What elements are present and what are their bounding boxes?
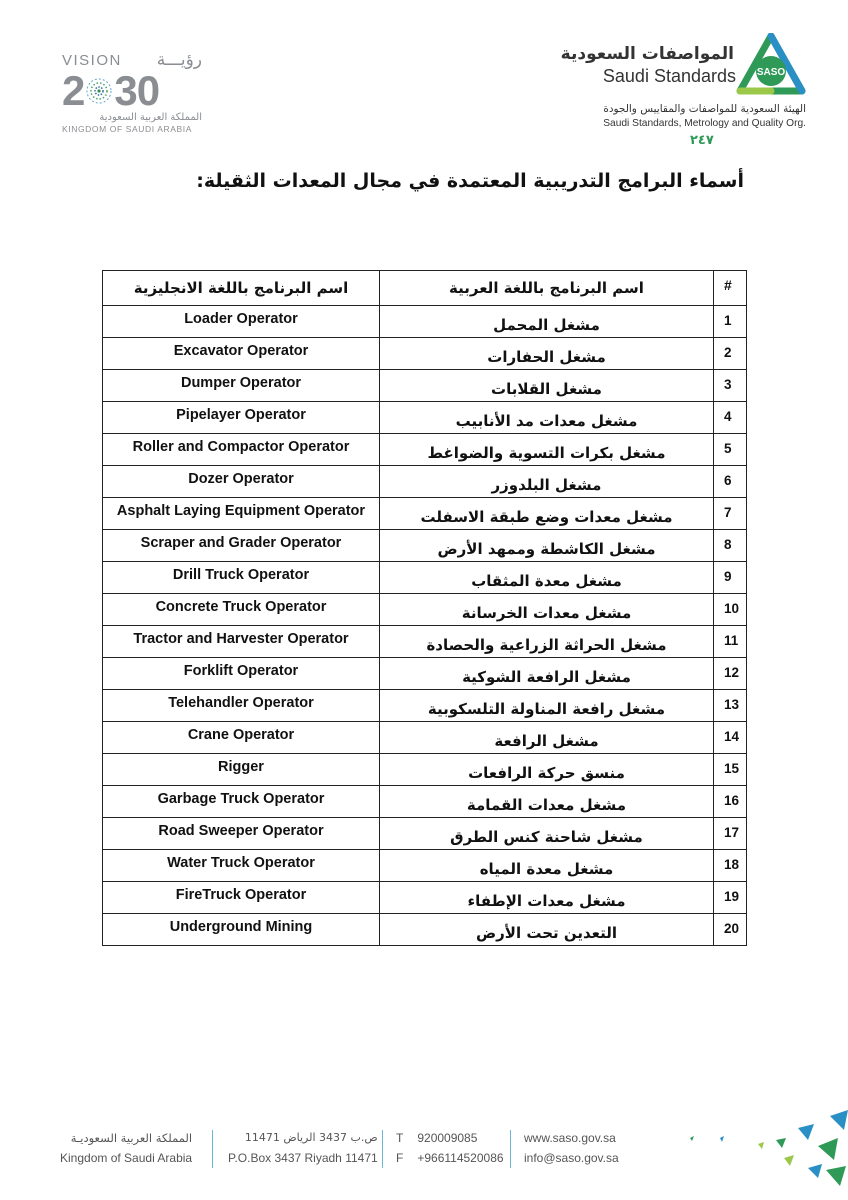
program-name-english: Concrete Truck Operator [103,594,380,626]
programs-table [102,270,747,946]
program-name-english: FireTruck Operator [103,882,380,914]
row-number: 8 [714,530,747,562]
program-name-arabic: مشغل معدات الإطفاء [380,882,714,914]
footer-contact-numbers [396,1128,504,1168]
program-name-english: Loader Operator [103,306,380,338]
program-name-english: Rigger [103,754,380,786]
row-number: 2 [714,338,747,370]
row-number: 15 [714,754,747,786]
program-name-arabic: مشغل الرافعة [380,722,714,754]
row-number: 11 [714,626,747,658]
footer-decorative-triangles-icon [680,1108,848,1188]
table-row [103,562,747,594]
row-number: 1 [714,306,747,338]
saso-name-arabic: المواصفات السعودية [560,44,734,64]
row-number: 18 [714,850,747,882]
vision-year-left: 2 [62,67,85,114]
program-name-english: Road Sweeper Operator [103,818,380,850]
vision-kingdom-english: KINGDOM OF SAUDI ARABIA [62,124,192,134]
program-name-arabic: مشغل الكاشطة وممهد الأرض [380,530,714,562]
footer-email-link[interactable]: info@saso.gov.sa [524,1151,619,1165]
program-name-english: Dumper Operator [103,370,380,402]
program-name-arabic: مشغل معدة المياه [380,850,714,882]
footer-fax: +966114520086 [417,1151,504,1165]
footer-country-english: Kingdom of Saudi Arabia [60,1151,193,1165]
row-number: 7 [714,498,747,530]
saso-logo-text: SASO [756,67,786,78]
program-name-english: Water Truck Operator [103,850,380,882]
table-header-row [103,271,747,306]
table-row [103,498,747,530]
footer-website-link[interactable]: www.saso.gov.sa [524,1131,616,1145]
table-row [103,594,747,626]
row-number: 4 [714,402,747,434]
program-name-english: Excavator Operator [103,338,380,370]
row-number: 6 [714,466,747,498]
row-number: 10 [714,594,747,626]
program-name-english: Dozer Operator [103,466,380,498]
program-name-english: Garbage Truck Operator [103,786,380,818]
table-row [103,434,747,466]
footer-online [524,1128,619,1168]
table-row [103,882,747,914]
program-name-english: Pipelayer Operator [103,402,380,434]
row-number: 3 [714,370,747,402]
program-name-english: Underground Mining [103,914,380,946]
program-name-english: Asphalt Laying Equipment Operator [103,498,380,530]
row-number: 5 [714,434,747,466]
footer-country-arabic: المملكة العربية السعوديـة [70,1131,193,1145]
program-name-arabic: مشغل شاحنة كنس الطرق [380,818,714,850]
table-row [103,306,747,338]
program-name-arabic: مشغل معدات الخرسانة [380,594,714,626]
table-row [103,338,747,370]
program-name-english: Telehandler Operator [103,690,380,722]
table-body [103,306,747,946]
program-name-arabic: مشغل معدات القمامة [380,786,714,818]
vision-kingdom-arabic: المملكة العربية السعودية [99,112,202,123]
footer-address [228,1128,378,1168]
saso-triangle-logo-icon [736,33,806,99]
header-english-name: اسم البرنامج باللغة الانجليزية [103,271,380,306]
program-name-english: Scraper and Grader Operator [103,530,380,562]
row-number: 17 [714,818,747,850]
program-name-arabic: مشغل الرافعة الشوكية [380,658,714,690]
vision-year-right: 30 [114,67,160,114]
program-name-arabic: مشغل بكرات التسوية والضواغط [380,434,714,466]
program-name-english: Crane Operator [103,722,380,754]
table-row [103,722,747,754]
footer-fax-label: F [396,1151,404,1165]
program-name-arabic: منسق حركة الرافعات [380,754,714,786]
row-number: 14 [714,722,747,754]
program-name-english: Tractor and Harvester Operator [103,626,380,658]
program-name-english: Drill Truck Operator [103,562,380,594]
table-row [103,466,747,498]
program-name-arabic: مشغل القلابات [380,370,714,402]
footer-country [60,1128,192,1168]
footer-phone: 920009085 [417,1131,478,1145]
saso-name-english: Saudi Standards [602,66,736,86]
program-name-arabic: مشغل معدات مد الأنابيب [380,402,714,434]
vision-year [62,67,202,114]
program-name-arabic: مشغل الحراثة الزراعية والحصادة [380,626,714,658]
vision-arabic-word: رؤيـــة [156,50,202,70]
program-name-arabic: مشغل معدة المثقاب [380,562,714,594]
table-row [103,402,747,434]
table-row [103,690,747,722]
program-name-arabic: مشغل المحمل [380,306,714,338]
vision-dot-emblem-icon [85,77,113,105]
row-number: 13 [714,690,747,722]
row-number: 20 [714,914,747,946]
program-name-arabic: مشغل رافعة المناولة التلسكوبية [380,690,714,722]
table-row [103,754,747,786]
program-name-arabic: مشغل معدات وضع طبقة الاسفلت [380,498,714,530]
program-name-english: Forklift Operator [103,658,380,690]
row-number: 19 [714,882,747,914]
table-row [103,786,747,818]
row-number: 12 [714,658,747,690]
row-number: 16 [714,786,747,818]
saso-org-english: Saudi Standards, Metrology and Quality Org. [603,118,806,129]
table-row [103,914,747,946]
table-row [103,626,747,658]
footer-phone-label: T [396,1131,404,1145]
program-name-english: Roller and Compactor Operator [103,434,380,466]
header-arabic-name: اسم البرنامج باللغة العربية [380,271,714,306]
saso-org-arabic: الهيئة السعودية للمواصفات والمقاييس والجودة [603,103,806,115]
table-row [103,850,747,882]
header-number: # [714,271,747,306]
table-row [103,818,747,850]
footer-separator [212,1130,213,1168]
table-row [103,370,747,402]
footer-separator [510,1130,511,1168]
vision-word: VISION [62,52,122,69]
footer-address-english: P.O.Box 3437 Riyadh 11471 [228,1151,378,1165]
program-name-arabic: التعدين تحت الأرض [380,914,714,946]
footer-address-arabic: ص.ب 3437 الرياض 11471 [244,1131,378,1144]
program-name-arabic: مشغل الحفارات [380,338,714,370]
row-number: 9 [714,562,747,594]
reference-number: ٢٤٧ [690,133,714,148]
vision-2030-logo [62,50,202,142]
document-heading: أسماء البرامج التدريبية المعتمدة في مجال المعدات الثقيلة: [196,170,744,192]
program-name-arabic: مشغل البلدوزر [380,466,714,498]
table-row [103,658,747,690]
footer-separator [382,1130,383,1168]
table-row [103,530,747,562]
